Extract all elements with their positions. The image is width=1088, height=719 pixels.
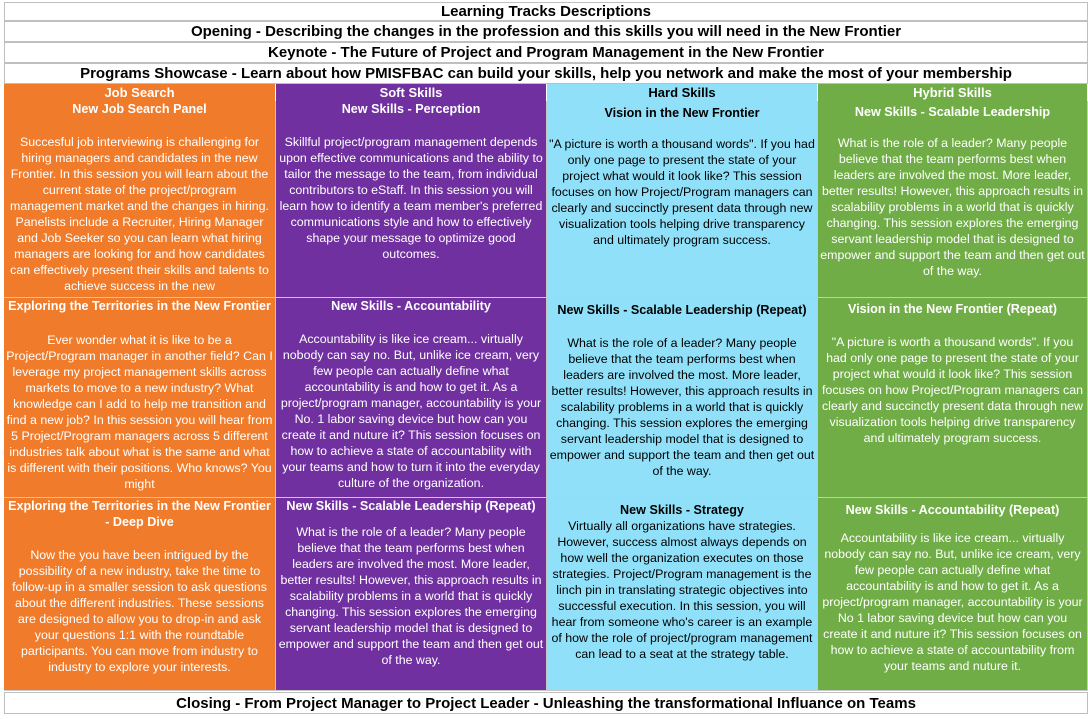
session-title: New Skills - Accountability (Repeat) [845, 503, 1060, 517]
session-description: Virtually all organizations have strategies. However, success almost always depends on how well the organization executes on those strategies. Project/Program management is the linch pin in translating strategic objectives into successful execution. In this session, you will hear from someone who's career is an example of how the role of project/program management can lead to a seat at the strategy table. [551, 519, 813, 661]
session-cell[interactable] [818, 298, 1088, 498]
session-description: What is the role of a leader? Many people believe that the team performs best when leaders are involved the most. More leader, better results! However, this approach results in scalability problems in a world that is quickly changing. This session explores the emerging servant leadership model that is designed to empower and support the team and then get out of the way. [820, 136, 1085, 278]
track-header-soft-skills[interactable]: Soft Skills [276, 84, 547, 101]
session-title: New Skills - Scalable Leadership [854, 105, 1051, 119]
session-description: Accountability is like ice cream... virtually nobody can say no. But, unlike ice cream, very few people can actually define what accountability is and how to get it. As a project/program manager, accountability is your No 1 labor saving device but how can you create it and nuture it? This session focuses on how to achieve a state of accountability from your teams and nuture it. [822, 531, 1083, 673]
track-header-job-search[interactable]: Job Search [4, 84, 276, 101]
session-cell[interactable] [547, 101, 818, 298]
session-title: New Skills - Scalable Leadership (Repeat) [286, 499, 536, 513]
session-description: Accountability is like ice cream... virtually nobody can say no. But, unlike ice cream, very few people can actually define what accountability is and how to get it. As a project/program manager, accountability is your No. 1 labor saving device but how can you create it and nuture it? This session focuses on how to achieve a state of accountability with your teams and how to turn it into the everyday culture of the organization. [280, 332, 542, 490]
session-description: Ever wonder what it is like to be a Project/Program manager in another field? Can I leverage my project management skills across markets to move to a new industry? What knowledge can I add to help me transition and find a new job? In this session you will hear from 5 Project/Program managers across 5 different industries talk about what is the same and what is different with their positions. Who knows? You might [6, 333, 273, 491]
session-cell[interactable] [4, 101, 276, 298]
opening-row[interactable]: Opening - Describing the changes in the profession and this skills you will need in the New Frontier [4, 21, 1088, 42]
session-title: Vision in the New Frontier [604, 106, 760, 120]
session-description: Succesful job interviewing is challenging for hiring managers and candidates in the new Frontier. In this session you will learn about the current state of the project/program management market and the changes in hiring. Panelists include a Recruiter, Hiring Manager and Job Seeker so you can learn what hiring managers are looking for and how candidates can effectively present their skills and talents to achieve success in the new [10, 135, 269, 293]
session-description: What is the role of a leader? Many people believe that the team performs best when leaders are involved the most. More leader, better results! However, this approach results in scalability problems in a world that is quickly changing. This session explores the emerging servant leadership model that is designed to empower and support the team and then get out of the way. [278, 525, 544, 667]
session-cell[interactable] [547, 498, 818, 691]
session-description: Now the you have been intrigued by the possibility of a new industry, take the time to follow-up in a smaller session to ask questions about the different industries. These sessions are designed to allow you to drop-in and ask your questions 1:1 with the roundtable participants. You can move from industry to industry to explore your interests. [12, 548, 267, 674]
session-description: What is the role of a leader? Many people believe that the team performs best when leaders are involved the most. More leader, better results! However, this approach results in scalability problems in a world that is quickly changing. This session explores the emerging servant leadership model that is designed to empower and support the team and then get out of the way. [549, 336, 815, 478]
session-title: New Skills - Accountability [331, 299, 491, 313]
keynote-row[interactable]: Keynote - The Future of Project and Program Management in the New Frontier [4, 42, 1088, 63]
session-title: New Job Search Panel [72, 102, 207, 116]
session-cell[interactable] [4, 498, 276, 691]
session-cell[interactable] [547, 298, 818, 498]
sheet-title[interactable]: Learning Tracks Descriptions [4, 2, 1088, 21]
session-cell[interactable] [4, 298, 276, 498]
session-cell[interactable] [276, 298, 547, 498]
session-description: "A picture is worth a thousand words". If you had only one page to present the state of your project what would it look like? This session focuses on how Project/Program managers can clearly and succinctly present data through new visualization tools helping drive transparency and ultimately program success. [821, 335, 1084, 445]
track-header-hard-skills[interactable]: Hard Skills [547, 84, 818, 101]
session-description: Skillful project/program management depends upon effective communications and the ability to tailor the message to the team, from individual contributors to eStaff. In this session you will learn how to identify a team member's preferred communications style and how to effectively shape your message to optimize good outcomes. [279, 135, 543, 261]
session-title: New Skills - Scalable Leadership (Repeat) [557, 303, 807, 317]
session-title: Exploring the Territories in the New Frontier [8, 299, 271, 313]
session-cell[interactable] [276, 498, 547, 691]
showcase-row[interactable]: Programs Showcase - Learn about how PMISFBAC can build your skills, help you network and make the most of your membership [4, 63, 1088, 84]
session-cell[interactable] [818, 498, 1088, 691]
session-title: Vision in the New Frontier (Repeat) [848, 302, 1057, 316]
session-description: "A picture is worth a thousand words". If you had only one page to present the state of your project what would it look like? This session focuses on how Project/Program managers can clearly and succinctly present data through new visualization tools helping drive transparency and ultimately program success. [549, 137, 815, 247]
session-title: Exploring the Territories in the New Frontier - Deep Dive [8, 499, 271, 529]
session-cell[interactable] [276, 101, 547, 298]
session-cell[interactable] [818, 101, 1088, 298]
session-title: New Skills - Strategy [620, 503, 744, 517]
closing-row[interactable]: Closing - From Project Manager to Project Leader - Unleashing the transformational Influance on Teams [4, 692, 1088, 714]
session-title: New Skills - Perception [341, 102, 481, 116]
track-header-hybrid-skills[interactable]: Hybrid Skills [818, 84, 1088, 101]
